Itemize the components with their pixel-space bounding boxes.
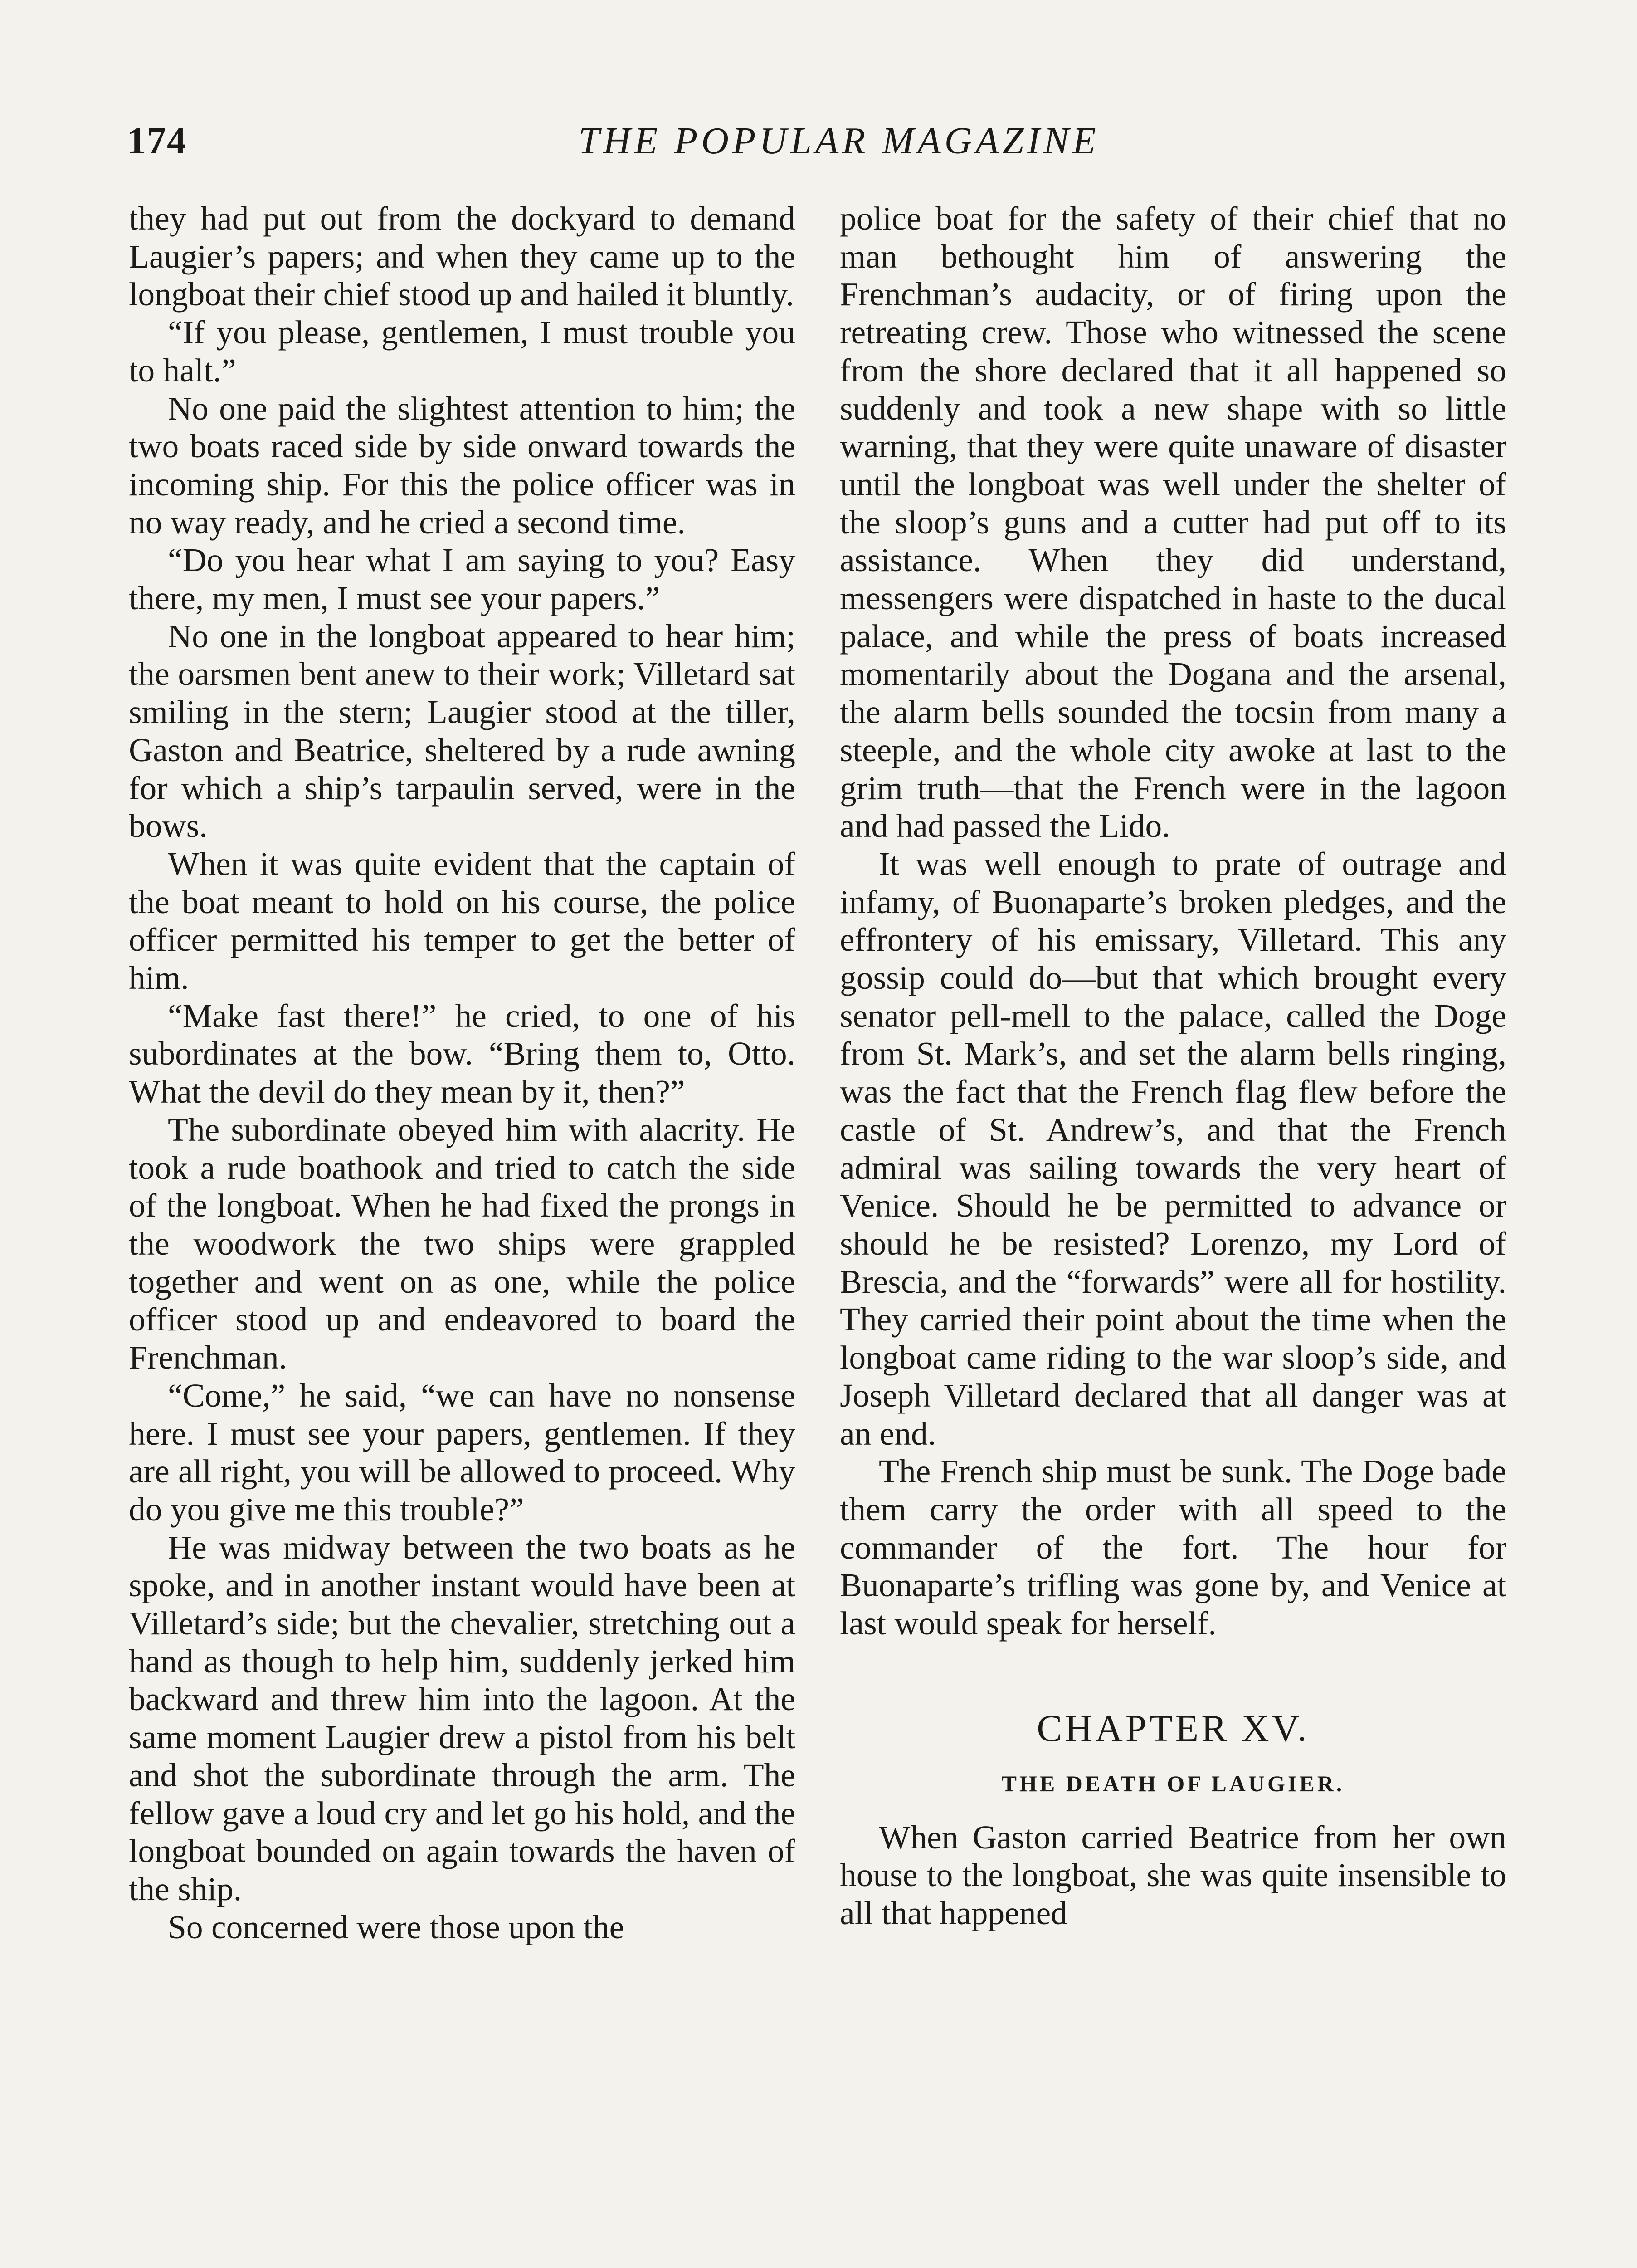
paragraph: He was midway between the two boats as he spoke, and in another instant would have been at Villetard’s side; but the chevalier, stretching out a hand as though to help him, suddenly jerked him backward and threw him into the lagoon. At the same moment Laugier drew a pistol from his belt and shot the subordinate through the arm. The fellow gave a loud cry and let go his hold, and the longboat bounded on again towards the haven of the ship. bbox=[129, 1529, 795, 1907]
paragraph: they had put out from the dockyard to demand Laugier’s papers; and when they came up to the longboat their chief stood up and hailed it bluntly. bbox=[129, 200, 795, 313]
paragraph: “Do you hear what I am saying to you? Easy there, my men, I must see your papers.” bbox=[129, 542, 795, 617]
left-column bbox=[129, 200, 795, 1946]
paragraph: It was well enough to prate of outrage and infamy, of Buonaparte’s broken pledges, and the effrontery of his emissary, Villetard. This any gossip could do—but that which brought every senator pell-mell to the palace, called the Doge from St. Mark’s, and set the alarm bells ringing, was the fact that the French flag flew before the castle of St. Andrew’s, and that the French admiral was sailing towards the very heart of Venice. Should he be permitted to advance or should he be resisted? Lorenzo, my Lord of Brescia, and the “forwards” were all for hostility. They carried their point about the time when the longboat came riding to the war sloop’s side, and Joseph Villetard declared that all danger was at an end. bbox=[840, 845, 1506, 1452]
paragraph: “Make fast there!” he cried, to one of his subordinates at the bow. “Bring them to, Otto. What the devil do they mean by it, then?” bbox=[129, 997, 795, 1110]
paragraph: No one paid the slightest attention to him; the two boats raced side by side onward towards the incoming ship. For this the police officer was in no way ready, and he cried a second time. bbox=[129, 390, 795, 541]
paragraph: When it was quite evident that the captain of the boat meant to hold on his course, the police officer permitted his temper to get the better of him. bbox=[129, 845, 795, 997]
paragraph: police boat for the safety of their chief that no man bethought him of answering the Frenchman’s audacity, or of firing upon the retreating crew. Those who witnessed the scene from the shore declared that it all happened so suddenly and took a new shape with so little warning, that they were quite unaware of disaster until the longboat was well under the shelter of the sloop’s guns and a cutter had put off to its assistance. When they did understand, messengers were dispatched in haste to the ducal palace, and while the press of boats increased momentarily about the Dogana and the arsenal, the alarm bells sounded the tocsin from many a steeple, and the whole city awoke at last to the grim truth—that the French were in the lagoon and had passed the Lido. bbox=[840, 200, 1506, 845]
right-column bbox=[840, 200, 1506, 1932]
paragraph: When Gaston carried Beatrice from her own house to the longboat, she was quite insensible to all that happened bbox=[840, 1818, 1506, 1932]
paragraph: So concerned were those upon the bbox=[168, 1908, 624, 1945]
paragraph: The French ship must be sunk. The Doge bade them carry the order with all speed to the commander of the fort. The hour for Buonaparte’s trifling was gone by, and Venice at last would speak for herself. bbox=[840, 1453, 1506, 1642]
paragraph: The subordinate obeyed him with alacrity. He took a rude boathook and tried to catch the side of the longboat. When he had fixed the prongs in the woodwork the two ships were grappled together and went on as one, while the police officer stood up and endeavored to board the Frenchman. bbox=[129, 1111, 795, 1376]
page-number: 174 bbox=[127, 120, 187, 162]
running-title: THE POPULAR MAGAZINE bbox=[578, 120, 1100, 162]
paragraph: “If you please, gentlemen, I must trouble you to halt.” bbox=[129, 314, 795, 389]
chapter-subtitle: THE DEATH OF LAUGIER. bbox=[1001, 1770, 1345, 1796]
chapter-title: CHAPTER XV. bbox=[1037, 1707, 1310, 1750]
paragraph: No one in the longboat appeared to hear him; the oarsmen bent anew to their work; Villetard sat smiling in the stern; Laugier stood at the tiller, Gaston and Beatrice, sheltered by a rude awning for which a ship’s tarpaulin served, were in the bows. bbox=[129, 617, 795, 845]
paragraph: “Come,” he said, “we can have no nonsense here. I must see your papers, gentlemen. If they are all right, you will be allowed to proceed. Why do you give me this trouble?” bbox=[129, 1377, 795, 1528]
